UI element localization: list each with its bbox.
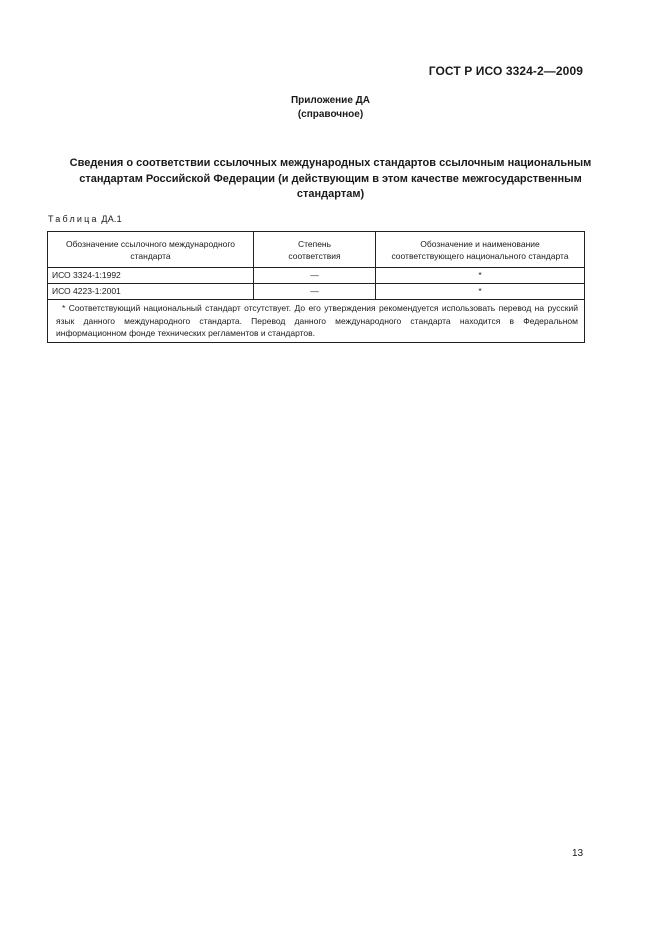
table-header-row: [48, 232, 585, 268]
cell-national: *: [376, 268, 585, 284]
cell-reference: ИСО 4223-1:2001: [48, 284, 254, 300]
table-label-number: ДА.1: [101, 214, 122, 224]
cell-degree: —: [254, 268, 376, 284]
cell-national: *: [376, 284, 585, 300]
column-header-line: Степень: [297, 238, 332, 249]
cell-reference: ИСО 3324-1:1992: [48, 268, 254, 284]
column-header-line: соответствия: [288, 250, 341, 261]
column-header-line: соответствующего национального стандарта: [391, 250, 569, 261]
table-note: * Соответствующий национальный стандарт отсутствует. До его утверждения рекомендуется использовать перевод на русский язык данного международного стандарта. Перевод данного международного стандарта находится в Федеральном информационном фонде технических регламентов и стандартов.: [56, 303, 578, 338]
document-code: ГОСТ Р ИСО 3324-2—2009: [428, 64, 583, 78]
column-header-line: Обозначение и наименование: [420, 238, 540, 249]
table-label: [48, 214, 122, 224]
column-header-degree: [254, 232, 376, 268]
column-header-national: [376, 232, 585, 268]
table-note-row: [48, 300, 585, 343]
column-header-line: стандарта: [130, 250, 171, 261]
column-header-reference: [48, 232, 254, 268]
heading-line-3: стандартам): [296, 188, 365, 200]
heading-line-2: стандартам Российской Федерации (и действующим в этом качестве межгосударственным: [79, 172, 582, 185]
table-row: [48, 268, 585, 284]
table-label-prefix: Таблица: [48, 214, 99, 224]
heading-line-1: Сведения о соответствии ссылочных международных стандартов ссылочным национальным: [69, 157, 592, 169]
column-header-line: Обозначение ссылочного международного: [65, 238, 236, 249]
page-number: 13: [572, 848, 584, 859]
table-row: [48, 284, 585, 300]
correspondence-table: [47, 231, 585, 343]
annex-title: Приложение ДА: [290, 95, 371, 106]
table-note-cell: [48, 300, 585, 343]
main-heading: [40, 156, 621, 203]
cell-degree: —: [254, 284, 376, 300]
annex-type: (справочное): [297, 109, 364, 120]
